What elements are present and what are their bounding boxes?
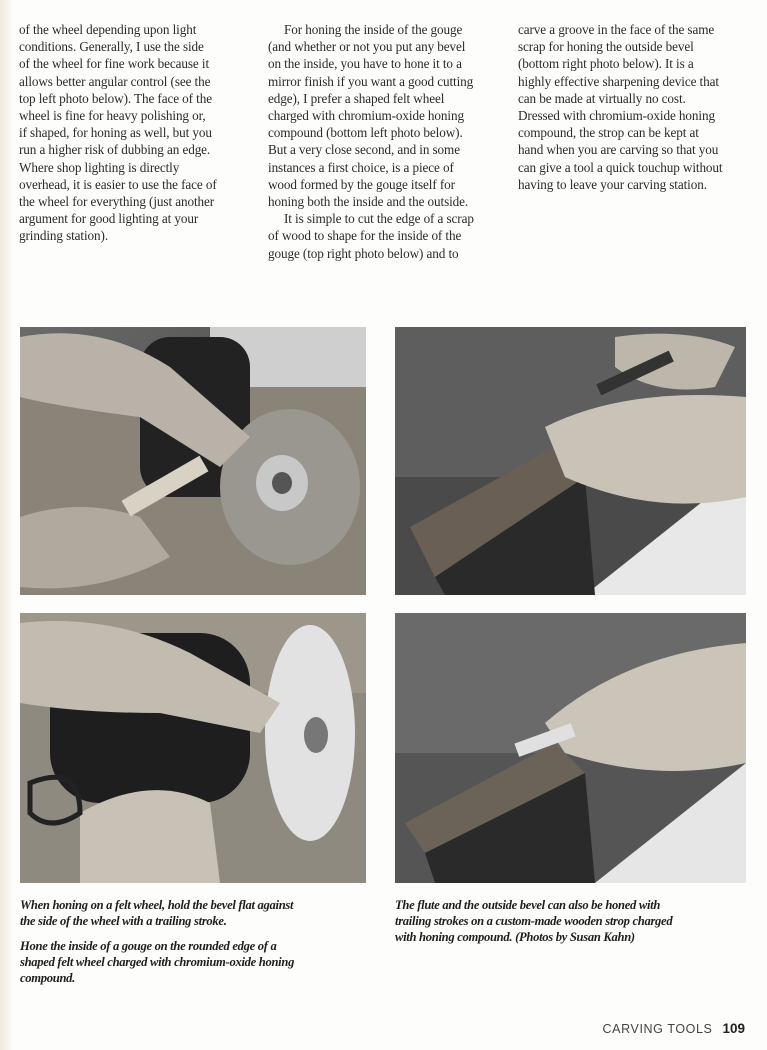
text-line: can be made at virtually no cost. [518, 90, 686, 106]
text-line: conditions. Generally, I use the side [19, 39, 204, 55]
photo-strop-outside-bevel [395, 613, 746, 883]
text-line: scrap for honing the outside bevel [518, 39, 694, 55]
text-line: gouge (top right photo below) and to [268, 245, 459, 261]
text-line: honing both the inside and the outside. [268, 194, 469, 210]
text-line: of wood to shape for the inside of the [268, 228, 462, 244]
text-line: (and whether or not you put any bevel [268, 39, 466, 55]
text-line: For honing the inside of the gouge [284, 22, 463, 37]
text-line: (bottom right photo below). It is a [518, 56, 694, 72]
caption-top-left [20, 897, 293, 929]
page-number: 109 [722, 1021, 745, 1036]
caption-line: shaped felt wheel charged with chromium-oxide honing [20, 955, 295, 969]
caption-right [395, 897, 672, 945]
text-line: argument for good lighting at your [19, 211, 199, 227]
caption-line: trailing strokes on a custom-made wooden strop charged [395, 914, 673, 928]
text-line: grinding station). [19, 228, 109, 244]
text-line: highly effective sharpening device that [518, 73, 719, 89]
text-line: Where shop lighting is directly [19, 159, 180, 175]
text-line: run a higher risk of dubbing an edge. [19, 142, 211, 158]
running-footer-section: CARVING TOOLS [602, 1022, 713, 1036]
text-line: compound (bottom left photo below). [268, 125, 463, 141]
text-line: of the wheel depending upon light [19, 22, 197, 37]
text-line: overhead, it is easier to use the face of [19, 176, 217, 192]
text-line: compound, the strop can be kept at [518, 125, 699, 141]
caption-line: the side of the wheel with a trailing stroke. [20, 914, 227, 928]
text-line: mirror finish if you want a good cutting [268, 73, 474, 89]
text-line: allows better angular control (see the [19, 73, 211, 89]
body-column-2 [268, 21, 474, 262]
text-line: if shaped, for honing as well, but you [19, 125, 212, 141]
caption-line: When honing on a felt wheel, hold the bevel flat against [20, 898, 294, 912]
text-line: the wheel for everything (just another [19, 194, 215, 210]
caption-line: The flute and the outside bevel can also be honed with [395, 898, 661, 912]
text-line: wood formed by the gouge itself for [268, 176, 455, 192]
body-column-1 [19, 21, 217, 245]
text-line: hand when you are carving so that you [518, 142, 719, 158]
text-line: on the inside, you have to hone it to a [268, 56, 462, 72]
text-line: top left photo below). The face of the [19, 90, 212, 106]
text-line: instances a first choice, is a piece of [268, 159, 454, 175]
text-line: It is simple to cut the edge of a scrap [284, 211, 474, 227]
photo-felt-wheel-side-honing [20, 327, 366, 595]
text-line: having to leave your carving station. [518, 176, 707, 192]
text-line: can give a tool a quick touchup without [518, 159, 723, 175]
page-footer [603, 1021, 745, 1036]
caption-line: compound. [20, 971, 76, 985]
text-line: edge), I prefer a shaped felt wheel [268, 90, 445, 106]
caption-bottom-left [20, 938, 294, 986]
text-line: wheel is fine for heavy polishing or, [19, 108, 206, 124]
text-line: of the wheel for fine work because it [19, 56, 210, 72]
body-column-3 [518, 21, 723, 193]
page-gutter-shadow [0, 0, 14, 1050]
text-line: But a very close second, and in some [268, 142, 460, 158]
caption-line: with honing compound. (Photos by Susan Kahn) [395, 930, 635, 944]
photo-strop-inside-honing [395, 327, 746, 595]
text-line: charged with chromium-oxide honing [268, 108, 464, 124]
caption-line: Hone the inside of a gouge on the rounded edge of a [20, 939, 277, 953]
text-line: carve a groove in the face of the same [518, 22, 715, 37]
text-line: Dressed with chromium-oxide honing [518, 108, 715, 124]
photo-felt-wheel-gouge-inside [20, 613, 366, 883]
